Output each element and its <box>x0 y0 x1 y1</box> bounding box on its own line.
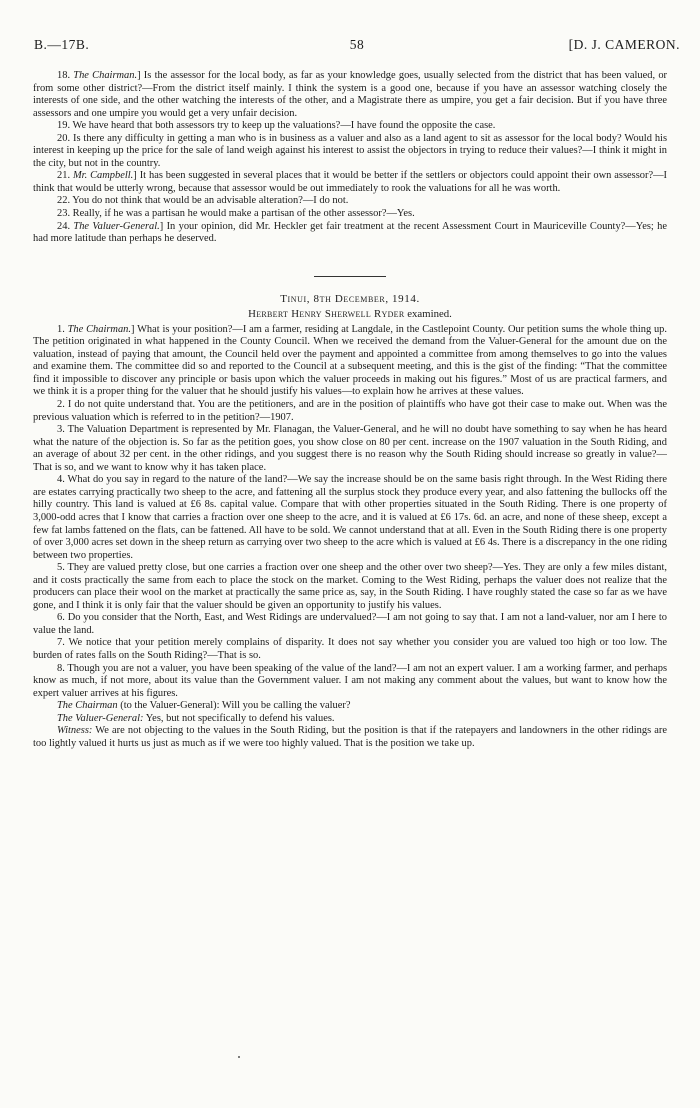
testimony-section-cameron <box>33 70 667 246</box>
question-text: Really, if he was a partisan he would make a partisan of the other assessor?—Yes. <box>72 208 415 220</box>
question-text: The Valuation Department is represented by Mr. Flanagan, the Valuer-General, and he will no doubt have something to say when he has heard what the nature of the objection is. So far as the petition goes, you show close on 80 per cent. increase on the 1907 valuation in the South Riding, and an average of about 32 per cent. in the other ridings, and you suggest there is no reason why the South Riding should increase so greatly in value?—That is so, and we want to know why it has taken place. <box>33 424 667 473</box>
question-text: I do not quite understand that. You are the petitioners, and are in the position of plaintiffs who have got their case to make out. When was the previous valuation which is referred to in the petition?—1907. <box>33 399 668 423</box>
question-paragraph <box>33 612 667 637</box>
closing-paragraph <box>33 700 667 713</box>
question-paragraph <box>33 170 667 195</box>
question-text: You do not think that would be an advisable alteration?—I do not. <box>72 195 349 207</box>
closing-paragraph <box>33 725 667 750</box>
question-paragraph <box>33 663 667 701</box>
speaker-name: The Chairman <box>57 700 118 712</box>
page-header <box>34 37 680 57</box>
question-paragraph <box>33 195 667 208</box>
question-text: They are valued pretty close, but one carries a fraction over one sheep and the other over two sheep?—Yes. They are only a few miles distant, and it costs practically the same from each to place the stock on the market. Coming to the West Riding, perhaps the valuer does not realize that the producers can place their wool on the market at practically the same price as, say, in the South Riding. I have roughly stated the case so far as we have gone, and I think it is only fair that the valuer should be given an opportunity to justify his values. <box>33 562 667 611</box>
question-paragraph <box>33 399 667 424</box>
question-paragraph <box>33 208 667 221</box>
question-paragraph <box>33 133 667 171</box>
witness-name: Herbert Henry Sherwell Ryder <box>248 308 405 321</box>
sitting-heading: Tinui, 8th December, 1914. <box>280 292 420 305</box>
page-body <box>33 70 667 750</box>
question-text: We have heard that both assessors try to keep up the valuations?—I have found the opposite the case. <box>72 120 496 132</box>
question-text: What do you say in regard to the nature of the land?—We say the increase should be on the same basis right through. In the West Riding there are estates carrying practically two sheep to the acre, and fattening all the surplus stock they produce every year, and also fattening the bullocks off the hilly country. This land is valued at £6 8s. capital value. Compare that with other properties situated in the South Riding. There is one property of 3,000-odd acres that I know that carries a fraction over one sheep to the acre, and it is valued at £6 17s. 6d. an acre, and none of these sheep, except a few fat lambs fattened on the flats, can be fattened. All have to be sold. We cannot understand that at all. Even in the South Riding there is one property of over 3,000 acres set down in the sheep return as carrying over two sheep to the acre which is valued at £6 4s. There is a discrepancy in the one riding between two properties. <box>33 474 668 561</box>
page-number: 58 <box>349 37 365 52</box>
question-paragraph <box>33 637 667 662</box>
question-number: 8. <box>57 662 65 674</box>
question-text: ] It has been suggested in several places that it would be better if the settlers or objectors could appoint their own assessor?—I think that would be utterly wrong, because that assessor would be out immediately to rook the valuations for all he was worth. <box>33 170 667 194</box>
question-paragraph <box>33 562 667 612</box>
witness-reference: [D. J. CAMERON. <box>568 37 680 52</box>
question-paragraph <box>33 70 667 120</box>
question-paragraph <box>33 474 667 562</box>
question-number: 18. <box>57 70 71 81</box>
question-number: 1. <box>57 323 65 335</box>
question-text: ] Is the assessor for the local body, as far as your knowledge goes, usually selected from the district that has been valued, or from some other district?—From the district itself mainly. I think the system is a good one, because if you have an assessor watching closely the interests of one side, and the other watching the interests of the other, and a Magistrate there as umpire, you get a fair decision. But if you have three assessors and one umpire you would get a very unfair decision. <box>33 70 668 119</box>
closing-paragraph <box>33 713 667 726</box>
question-number: 5. <box>57 562 65 574</box>
question-number: 23. <box>57 208 71 220</box>
question-paragraph <box>33 424 667 474</box>
print-speck <box>238 1056 240 1058</box>
question-number: 24. <box>57 220 71 232</box>
question-paragraph <box>33 120 667 133</box>
closing-text: Yes, but not specifically to defend his values. <box>143 712 335 724</box>
closing-text: We are not objecting to the values in the South Riding, but the position is that if the ratepayers and landowners in the other ridings are too lightly valued it hurts us just as much as if we were too highly valued. That is the position we take up. <box>33 725 667 749</box>
question-paragraph <box>33 324 667 399</box>
speaker-name: The Chairman. <box>73 70 138 81</box>
question-number: 22. <box>57 195 71 207</box>
speaker-name: The Chairman. <box>67 323 132 335</box>
speaker-name: Mr. Campbell. <box>72 170 134 182</box>
question-text: Is there any difficulty in getting a man who is in business as a valuer and also as a land agent to sit as assessor for the local body? Would his interest in keeping up the price for the sale of land weigh against his interest to assist the objectors in trying to reduce their values?—I think it might in the city, but not in the country. <box>33 132 668 169</box>
question-paragraph <box>33 221 667 246</box>
witness-heading <box>33 308 667 321</box>
question-text: ] What is your position?—I am a farmer, residing at Langdale, in the Castlepoint County. Our petition sums the whole thing up. The petition originated in what happened in the County Council. When we received the demand from the Valuer-General for the amount due on the valuation, instead of paying that amount, the Council held over the payment and appointed a committee from among themselves to go into the values and examine them. The committee did so and reported to the Council at a subsequent meeting, and this is the gist of the finding: “That the committee find it impossible to discover any principle or basis upon which the valuer proceeds in making out his figures.” Most of us are practical farmers, and we think it is a proper thing for the valuer that he should justify his values—to explain how he arrives at these values. <box>33 323 668 398</box>
paper-reference: B.—17B. <box>34 37 90 52</box>
question-text: ] In your opinion, did Mr. Heckler get fair treatment at the recent Assessment Court in Mauriceville County?—Yes; he had more latitude than perhaps he deserved. <box>33 220 668 245</box>
section-divider <box>314 276 386 277</box>
question-text: Do you consider that the North, East, and West Ridings are undervalued?—I am not going to say that. I am not a land-valuer, nor am I here to value the land. <box>33 612 668 636</box>
speaker-name: The Valuer-General: <box>57 712 144 724</box>
question-number: 7. <box>57 637 65 649</box>
closing-text: (to the Valuer-General): Will you be calling the valuer? <box>117 700 351 712</box>
question-text: We notice that your petition merely complains of disparity. It does not say whether you consider you are valued too high or too low. The burden of rates falls on the South Riding?—That is so. <box>33 637 668 661</box>
testimony-section-ryder <box>33 324 667 700</box>
question-number: 4. <box>57 474 65 486</box>
question-number: 2. <box>57 399 65 411</box>
speaker-name: The Valuer-General. <box>73 220 160 232</box>
question-number: 19. <box>57 120 71 132</box>
closing-exchange <box>33 700 667 750</box>
question-number: 21. <box>57 170 71 182</box>
speaker-name: Witness: <box>57 725 93 737</box>
witness-examined-label: examined. <box>407 308 452 321</box>
question-number: 20. <box>57 132 71 144</box>
question-text: Though you are not a valuer, you have been speaking of the value of the land?—I am not an expert valuer. I am a working farmer, and perhaps know as much, if not more, about its value than the Government valuer. I am not making any comment about the values, but want to know how the expert valuer arrives at his figures. <box>33 662 667 699</box>
question-number: 6. <box>57 612 65 624</box>
question-number: 3. <box>57 424 65 436</box>
